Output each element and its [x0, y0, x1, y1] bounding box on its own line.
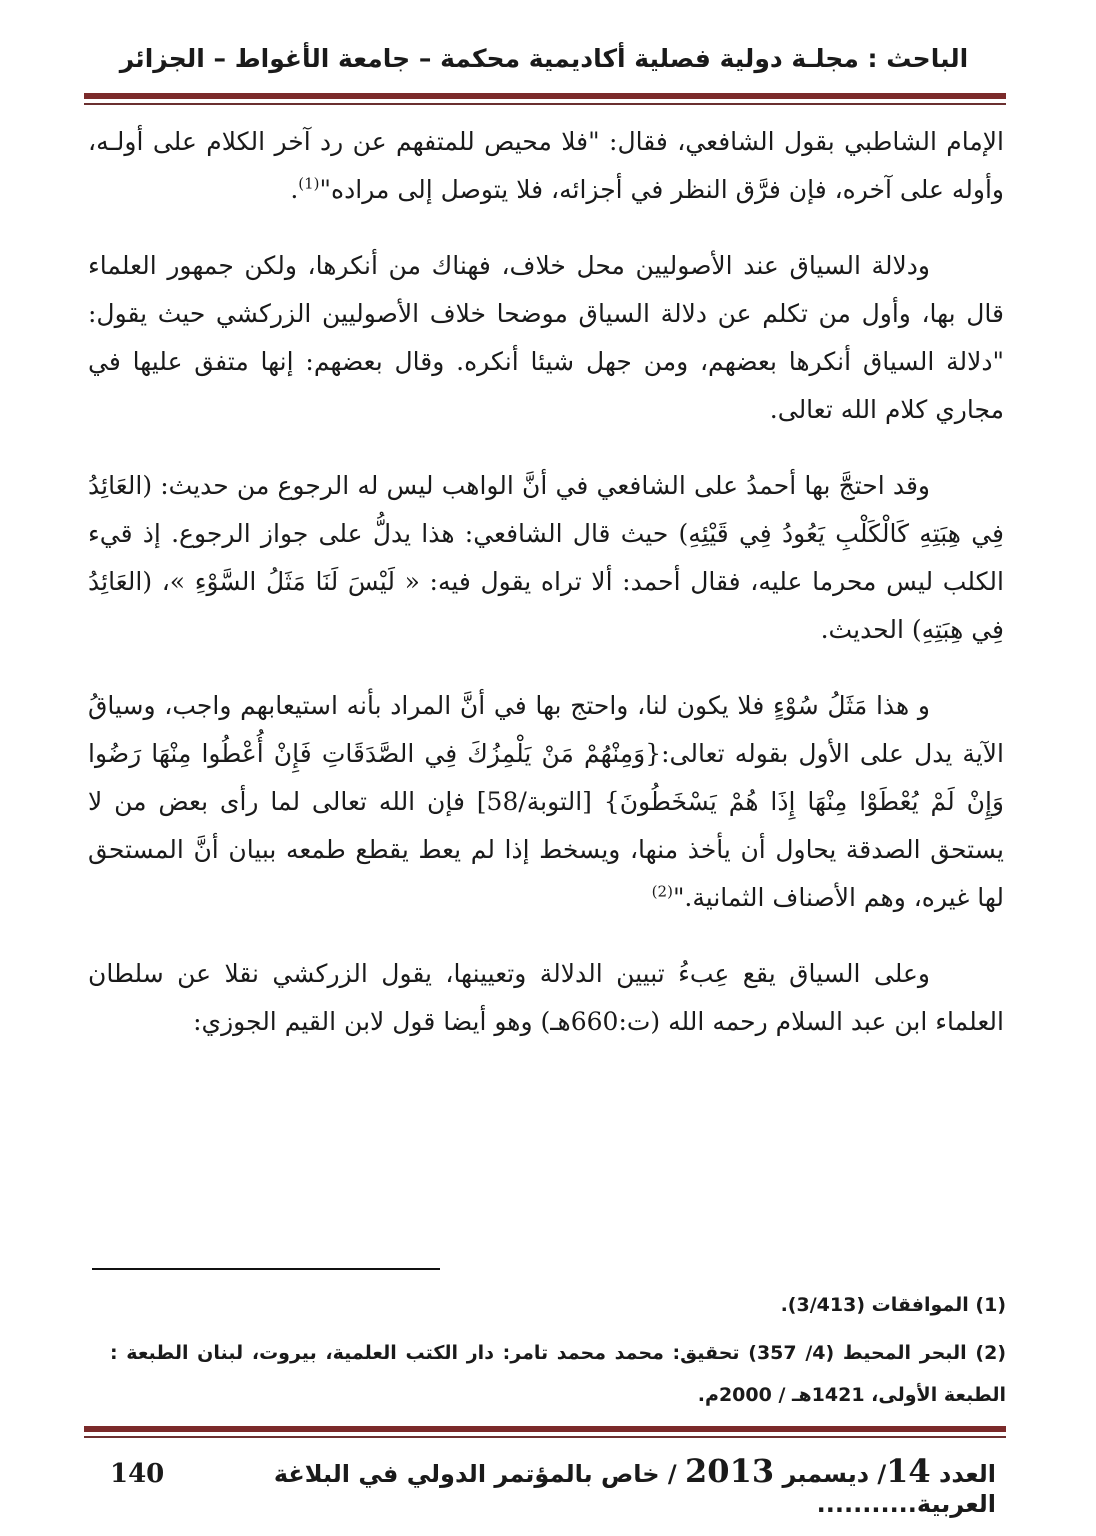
header-rule-thick	[84, 93, 1006, 99]
footer-issue-label: العدد	[939, 1460, 996, 1488]
footnote-1: (1) الموافقات (3/413).	[780, 1294, 1006, 1316]
main-text	[88, 118, 1004, 1074]
paragraph-4	[88, 682, 1004, 922]
footer-year: 2013	[685, 1452, 775, 1490]
footnote-ref-2: (2)	[651, 882, 673, 901]
paragraph-3: وقد احتجَّ بها أحمدُ على الشافعي في أنَّ الواهب ليس له الرجوع من حديث: (العَائِدُ فِي هِبَتِهِ كَالْكَلْبِ يَعُودُ فِي قَيْئِهِ) حيث قال الشافعي: هذا يدلُّ على جواز الرجوع. إذ قيء الكلب ليس محرما عليه، فقال أحمد: ألا تراه يقول فيه: « لَيْسَ لَنَا مَثَلُ السَّوْءِ »، (العَائِدُ فِي هِبَتِهِ) الحديث.	[88, 471, 1005, 644]
paragraph-1	[88, 118, 1004, 214]
paragraph-4-text: و هذا مَثَلُ سُوْءٍ فلا يكون لنا، واحتج بها في أنَّ المراد بأنه استيعابهم واجب، وسياقُ الآية يدل على الأول بقوله تعالى:{وَمِنْهُمْ مَنْ يَلْمِزُكَ فِي الصَّدَقَاتِ فَإِنْ أُعْطُوا مِنْهَا رَضُوا وَإِنْ لَمْ يُعْطَوْا مِنْهَا إِذَا هُمْ يَسْخَطُونَ} [التوبة/58] فإن الله تعالى لما رأى بعض من لا يستحق الصدقة يحاول أن يأخذ منها، ويسخط إذا لم يعط يقطع طمعه ببيان أنَّ المستحق لها غيره، وهم الأصناف الثمانية."	[88, 691, 1005, 912]
footnote-2: (2) البحر المحيط (4/ 357) تحقيق: محمد محمد تامر: دار الكتب العلمية، بيروت، لبنان الطبعة : الطبعة الأولى، 1421هـ / 2000م.	[110, 1342, 1006, 1406]
header-rule-thin	[84, 103, 1006, 105]
footer-month: / ديسمبر	[782, 1460, 887, 1488]
paragraph-1-end: .	[290, 175, 299, 204]
page-number: 140	[110, 1459, 165, 1489]
paragraph-2: ودلالة السياق عند الأصوليين محل خلاف، فهناك من أنكرها، ولكن جمهور العلماء قال بها، وأول من تكلم عن دلالة السياق موضحا خلاف الأصوليين الزركشي حيث يقول: "دلالة السياق أنكرها بعضهم، ومن جهل شيئا أنكره. وقال بعضهم: إنها متفق عليها في مجاري كلام الله تعالى.	[88, 251, 1004, 424]
footnotes	[110, 1284, 1006, 1422]
footer-description: / خاص بالمؤتمر الدولي في البلاغة العربية...........	[273, 1460, 996, 1518]
paragraph-1-text: الإمام الشاطبي بقول الشافعي، فقال: "فلا محيص للمتفهم عن رد آخر الكلام على أولـه، وأوله على آخره، فإن فرَّق النظر في أجزائه، فلا يتوصل إلى مراده"	[88, 127, 1004, 204]
paragraph-5: وعلى السياق يقع عِبءُ تبيين الدلالة وتعيينها، يقول الزركشي نقلا عن سلطان العلماء ابن عبد السلام رحمه الله (ت:660هـ) وهو أيضا قول لابن القيم الجوزي:	[88, 959, 1004, 1036]
footer-issue	[164, 1452, 996, 1518]
footnote-separator	[92, 1268, 440, 1270]
footer-issue-number: 14	[886, 1452, 931, 1490]
page-header: الباحث : مجلـة دولية فصلية أكاديمية محكمة – جامعة الأغواط – الجزائر	[119, 44, 969, 73]
page-footer	[110, 1452, 996, 1518]
footer-rule-thick	[84, 1426, 1006, 1432]
footnote-ref-1: (1)	[298, 174, 320, 193]
footer-rule-thin	[84, 1436, 1006, 1438]
